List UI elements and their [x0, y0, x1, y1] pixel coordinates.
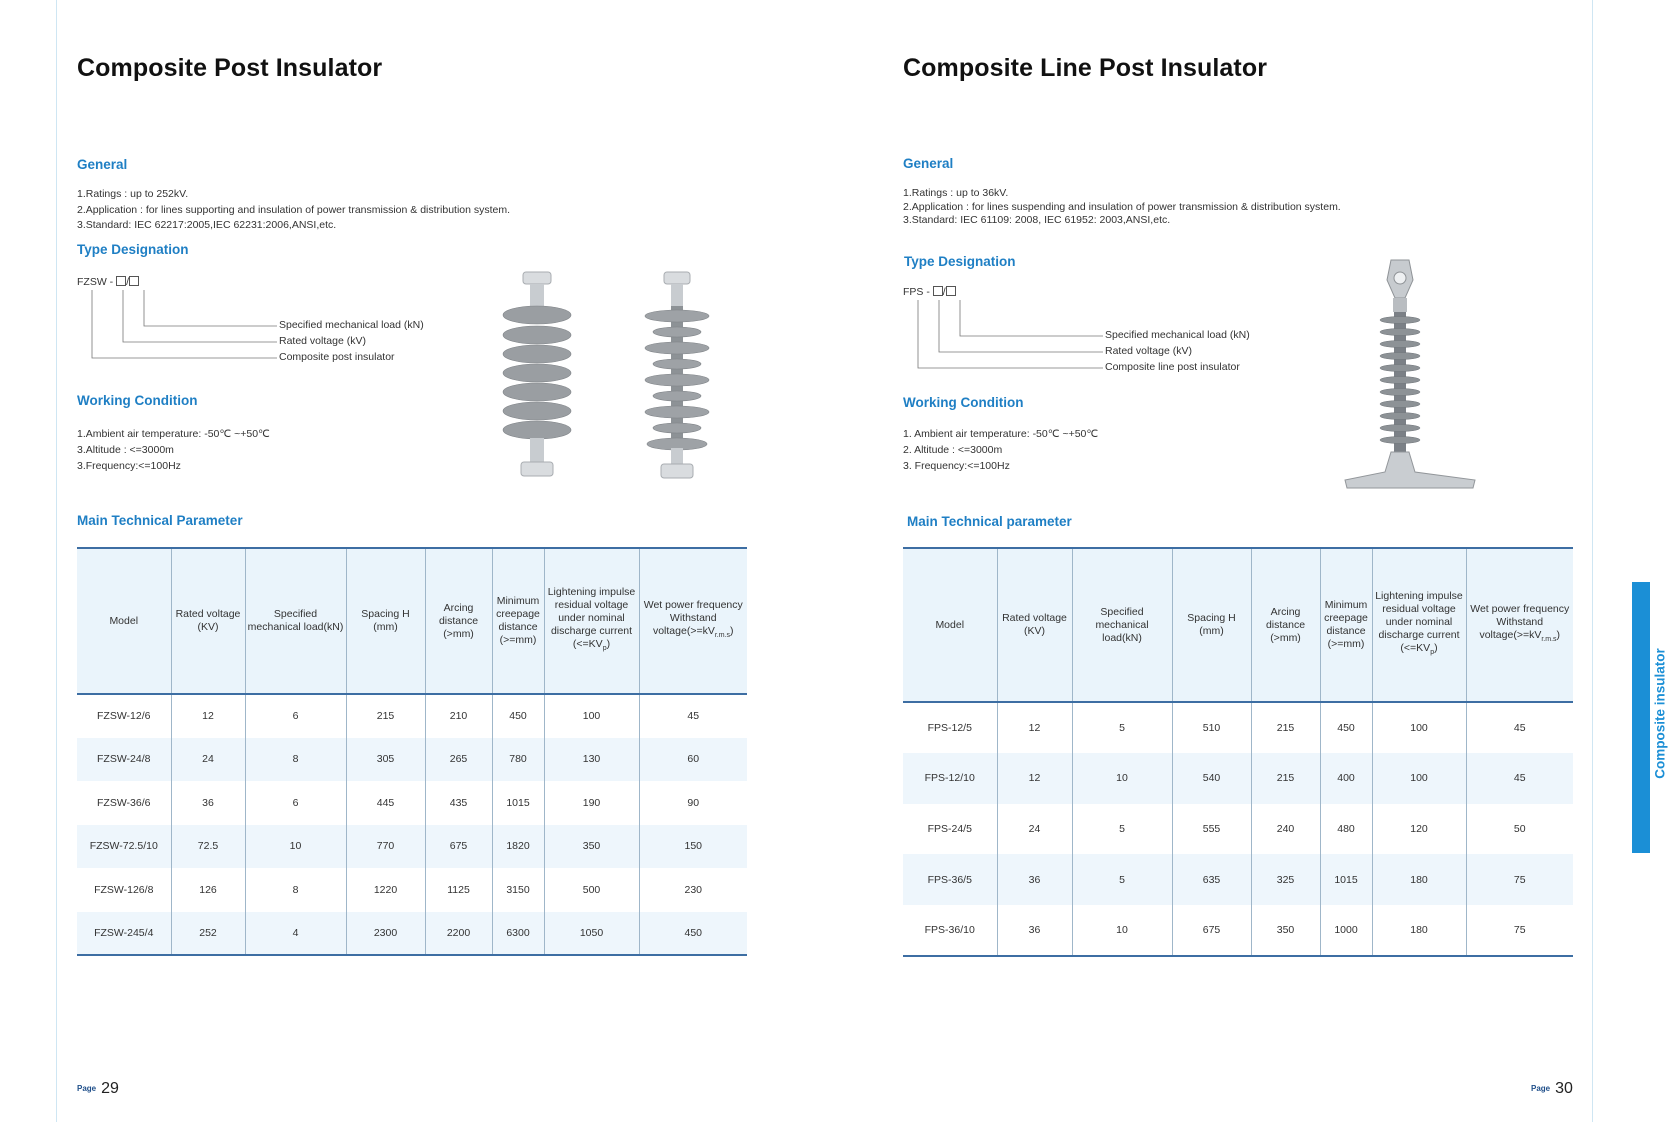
table-cell: 350	[1251, 905, 1320, 956]
table-cell: 75	[1466, 905, 1573, 956]
designation-label: Rated voltage (kV)	[1105, 345, 1192, 357]
table-cell: 45	[1466, 702, 1573, 753]
model-cell: FZSW-72.5/10	[77, 825, 171, 869]
table-cell: 8	[245, 868, 346, 912]
working-condition-heading: Working Condition	[77, 393, 198, 408]
table-cell: 635	[1172, 854, 1251, 905]
designation-label: Specified mechanical load (kN)	[1105, 329, 1250, 341]
general-heading: General	[77, 157, 128, 172]
table-row	[903, 804, 1573, 855]
table-cell: 190	[544, 781, 639, 825]
table-row	[903, 753, 1573, 804]
table-cell: 265	[425, 738, 492, 782]
table-row	[77, 868, 747, 912]
main-param-heading: Main Technical Parameter	[77, 513, 243, 528]
general-heading: General	[903, 156, 954, 171]
line-post-insulator-photo	[1343, 258, 1493, 490]
page-number-value: 30	[1555, 1080, 1573, 1097]
general-line: 3.Standard: IEC 61109: 2008, IEC 61952: 2003,ANSI,etc.	[903, 214, 1171, 226]
table-cell: 100	[1372, 753, 1466, 804]
table-cell: 120	[1372, 804, 1466, 855]
table-cell: 252	[171, 912, 245, 956]
page-number-value: 29	[101, 1080, 119, 1097]
table-row	[77, 912, 747, 956]
table-cell: 2200	[425, 912, 492, 956]
table-cell: 450	[639, 912, 747, 956]
table-cell: 555	[1172, 804, 1251, 855]
column-header: Wet power frequency Withstand $voltage(>=kV_{r.m.s})$	[639, 548, 747, 694]
table-cell: 1050	[544, 912, 639, 956]
table-cell: 305	[346, 738, 425, 782]
general-list	[77, 187, 510, 234]
table-cell: 12	[997, 753, 1072, 804]
table-cell: 1820	[492, 825, 544, 869]
table-cell: 36	[997, 905, 1072, 956]
page-title: Composite Post Insulator	[77, 54, 383, 82]
table-cell: 45	[639, 694, 747, 738]
page-29	[77, 0, 757, 1122]
insulator-photo	[637, 272, 717, 482]
table-cell: 1125	[425, 868, 492, 912]
model-cell: FPS-12/5	[927, 721, 972, 734]
right-margin-rule	[1592, 0, 1593, 1122]
condition-line: 3. Frequency:<=100Hz	[903, 460, 1010, 472]
designation-prefix: FZSW -	[77, 276, 114, 288]
model-cell: FZSW-245/4	[77, 912, 171, 956]
table-cell: 510	[1172, 702, 1251, 753]
table-cell: 230	[639, 868, 747, 912]
table-cell: 215	[346, 694, 425, 738]
table-cell: 1000	[1320, 905, 1372, 956]
table-cell: 24	[997, 804, 1072, 855]
table-cell: 480	[1320, 804, 1372, 855]
column-header: Model	[903, 548, 997, 702]
table-cell: 780	[492, 738, 544, 782]
left-margin-rule	[56, 0, 57, 1122]
table-cell: 10	[1072, 753, 1172, 804]
table-cell: 5	[1072, 854, 1172, 905]
designation-label: Composite post insulator	[279, 351, 395, 363]
table-header-row	[77, 548, 747, 694]
table-cell: 210	[425, 694, 492, 738]
column-header: Lightening impulse residual voltage under nominal discharge current $(<=KV_p)$	[544, 548, 639, 694]
condition-line: 1.Ambient air temperature: -50℃ ~+50℃	[77, 428, 270, 440]
main-param-heading: Main Technical parameter	[907, 514, 1072, 529]
page-number	[77, 1080, 119, 1098]
type-designation-heading: Type Designation	[77, 242, 189, 257]
table-cell: 6300	[492, 912, 544, 956]
model-cell: FPS-24/5	[927, 822, 972, 835]
table-header-row	[903, 548, 1573, 702]
table-cell: 2300	[346, 912, 425, 956]
general-line: 3.Standard: IEC 62217:2005,IEC 62231:2006,ANSI,etc.	[77, 219, 337, 231]
table-cell: 50	[1466, 804, 1573, 855]
table-cell: 12	[997, 702, 1072, 753]
table-cell: 5	[1072, 804, 1172, 855]
model-cell: FZSW-126/8	[94, 883, 154, 896]
table-row	[77, 781, 747, 825]
table-cell: 675	[425, 825, 492, 869]
page-30	[903, 0, 1575, 1122]
table-cell: 3150	[492, 868, 544, 912]
page-number	[1531, 1080, 1573, 1098]
table-cell: 1220	[346, 868, 425, 912]
table-cell: 100	[544, 694, 639, 738]
table-cell: 325	[1251, 854, 1320, 905]
model-cell: FZSW-24/8	[77, 738, 171, 782]
column-header: Lightening impulse residual voltage under nominal discharge current $(<=KV_p)$	[1372, 548, 1466, 702]
table-cell: 350	[544, 825, 639, 869]
table-cell: 126	[171, 868, 245, 912]
model-cell: FZSW-12/6	[97, 710, 151, 723]
table-cell: 12	[171, 694, 245, 738]
column-header: Arcing distance (>mm)	[425, 548, 492, 694]
table-cell: 435	[425, 781, 492, 825]
table-cell: 215	[1251, 702, 1320, 753]
spec-table	[77, 547, 747, 956]
column-header: Spacing H (mm)	[346, 548, 425, 694]
table-cell: 45	[1466, 753, 1573, 804]
table-cell: 540	[1172, 753, 1251, 804]
table-cell: 36	[997, 854, 1072, 905]
designation-separator: /	[942, 286, 946, 298]
condition-line: 3.Frequency:<=100Hz	[77, 460, 181, 472]
table-cell: 450	[492, 694, 544, 738]
table-cell: 400	[1320, 753, 1372, 804]
column-header: Specified mechanical load(kN)	[1072, 548, 1172, 702]
table-row	[903, 905, 1573, 956]
type-designation-diagram	[77, 276, 457, 366]
designation-label: Rated voltage (kV)	[279, 335, 366, 347]
table-cell: 450	[1320, 702, 1372, 753]
table-cell: 180	[1372, 854, 1466, 905]
designation-label: Composite line post insulator	[1105, 361, 1240, 373]
designation-prefix: FPS -	[903, 286, 930, 298]
designation-separator: /	[126, 276, 129, 288]
general-line: 2.Application : for lines suspending and insulation of power transmission & distribution system.	[903, 200, 1341, 213]
table-cell: 60	[639, 738, 747, 782]
table-cell: 5	[1072, 702, 1172, 753]
table-cell: 72.5	[171, 825, 245, 869]
model-cell: FPS-12/10	[903, 753, 997, 804]
table-cell: 240	[1251, 804, 1320, 855]
table-cell: 180	[1372, 905, 1466, 956]
table-cell: 130	[544, 738, 639, 782]
general-line: 2.Application : for lines supporting and insulation of power transmission & distribution system.	[77, 203, 511, 216]
column-header: Specified mechanical load(kN)	[245, 548, 346, 694]
table-cell: 10	[1072, 905, 1172, 956]
type-designation-diagram	[903, 286, 1283, 376]
spec-table	[903, 547, 1573, 957]
model-cell: FZSW-36/6	[97, 796, 151, 809]
column-header: Rated voltage (KV)	[997, 548, 1072, 702]
designation-label: Specified mechanical load (kN)	[279, 319, 424, 331]
column-header: Model	[77, 548, 171, 694]
table-cell: 6	[245, 694, 346, 738]
condition-line: 3.Altitude : <=3000m	[77, 444, 174, 456]
section-side-label: Composite insulator	[1652, 648, 1668, 779]
model-cell: FPS-36/10	[903, 905, 997, 956]
table-cell: 36	[171, 781, 245, 825]
page-label: Page	[1531, 1084, 1551, 1093]
column-header: Wet power frequency Withstand $voltage(>=kV_{r.m.s})$	[1466, 548, 1573, 702]
page-title: Composite Line Post Insulator	[903, 54, 1268, 82]
column-header: Minimum creepage distance (>=mm)	[492, 548, 544, 694]
table-cell: 1015	[492, 781, 544, 825]
table-row	[903, 854, 1573, 905]
table-row	[77, 825, 747, 869]
column-header: Spacing H (mm)	[1172, 548, 1251, 702]
table-cell: 75	[1466, 854, 1573, 905]
model-cell: FPS-36/5	[903, 854, 997, 905]
table-cell: 770	[346, 825, 425, 869]
table-cell: 500	[544, 868, 639, 912]
type-designation-heading: Type Designation	[904, 254, 1016, 269]
column-header: Minimum creepage distance (>=mm)	[1320, 548, 1372, 702]
working-condition-heading: Working Condition	[903, 395, 1024, 410]
table-cell: 215	[1251, 753, 1320, 804]
table-cell: 8	[245, 738, 346, 782]
column-header: Arcing distance (>mm)	[1251, 548, 1320, 702]
general-list	[903, 187, 1341, 228]
condition-line: 2. Altitude : <=3000m	[903, 444, 1003, 456]
table-cell: 675	[1172, 905, 1251, 956]
condition-line: 1. Ambient air temperature: -50℃ ~+50℃	[903, 428, 1099, 440]
table-cell: 24	[171, 738, 245, 782]
working-condition-list	[77, 426, 270, 474]
working-condition-list	[903, 426, 1098, 474]
table-cell: 90	[639, 781, 747, 825]
table-cell: 6	[245, 781, 346, 825]
table-cell: 1015	[1320, 854, 1372, 905]
table-cell: 4	[245, 912, 346, 956]
insulator-photo	[497, 272, 577, 482]
table-row	[77, 738, 747, 782]
general-line: 1.Ratings : up to 36kV.	[903, 187, 1009, 199]
table-row	[903, 702, 1573, 753]
table-cell: 445	[346, 781, 425, 825]
table-row	[77, 694, 747, 738]
table-cell: 100	[1372, 702, 1466, 753]
table-cell: 10	[245, 825, 346, 869]
general-line: 1.Ratings : up to 252kV.	[77, 188, 189, 200]
column-header: Rated voltage (KV)	[171, 548, 245, 694]
page-label: Page	[77, 1084, 97, 1093]
section-side-tab[interactable]	[1632, 582, 1650, 853]
table-cell: 150	[639, 825, 747, 869]
